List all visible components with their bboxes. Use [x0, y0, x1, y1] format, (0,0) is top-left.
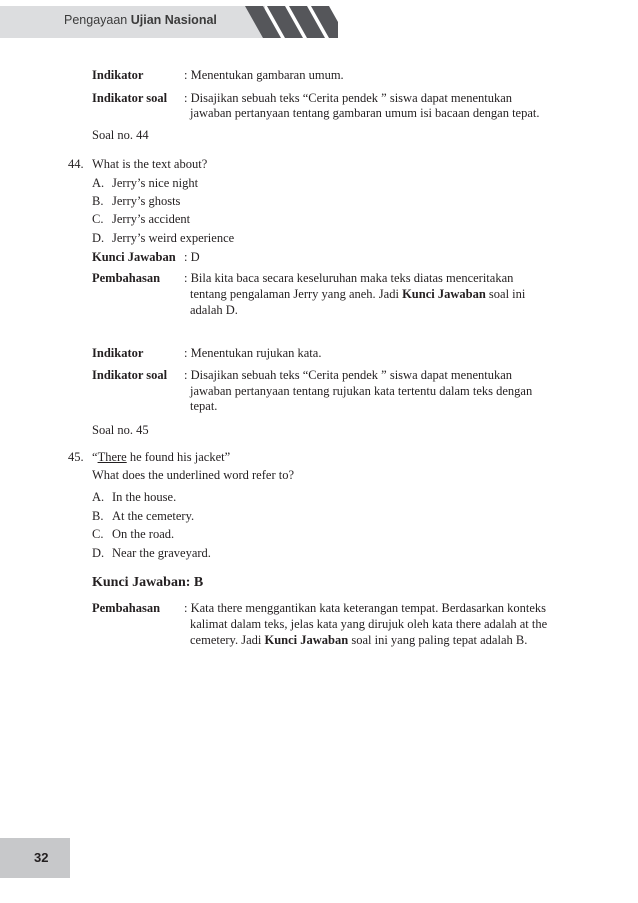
pembahasan-label-45: Pembahasan: [92, 601, 161, 615]
quote-open: “: [92, 450, 98, 464]
pembahasan-45-3-post: soal ini yang paling tepat adalah B.: [348, 633, 528, 647]
pembahasan-line-45-2: kalimat dalam teks, jelas kata yang dirujuk oleh kata there adalah at the: [190, 617, 548, 631]
pembahasan-44-2-post: soal ini: [485, 287, 526, 301]
question-text-45: What does the underlined word refer to?: [92, 468, 295, 482]
pembahasan-44-2-bold: Kunci Jawaban: [402, 287, 486, 301]
pembahasan-line-44-2: [190, 287, 525, 302]
question-number-44: 44.: [68, 157, 84, 171]
question-number-45: 45.: [68, 450, 84, 464]
option-text-45-c: On the road.: [112, 527, 175, 541]
indikator-soal-line-44-1: : Disajikan sebuah teks “Cerita pendek ” siswa dapat menentukan: [184, 91, 513, 105]
soal-number-44: Soal no. 44: [92, 128, 149, 142]
pembahasan-45-3-pre: cemetery. Jadi: [190, 633, 265, 647]
pembahasan-45-3-bold: Kunci Jawaban: [264, 633, 349, 647]
indikator-soal-line-45-1: : Disajikan sebuah teks “Cerita pendek ” siswa dapat menentukan: [184, 368, 513, 382]
pembahasan-line-45-3: [190, 633, 527, 648]
indikator-soal-line-44-2: jawaban pertanyaan tentang gambaran umum isi bacaan dengan tepat.: [190, 106, 540, 120]
option-letter-45-b: B.: [92, 509, 104, 523]
option-text-45-d: Near the graveyard.: [112, 546, 211, 560]
kunci-jawaban-45: Kunci Jawaban: B: [92, 575, 204, 590]
indikator-value-44: : Menentukan gambaran umum.: [184, 68, 344, 82]
underlined-word: There: [97, 450, 127, 464]
option-letter-44-a: A.: [92, 176, 105, 190]
page-number: 32: [34, 850, 49, 865]
option-text-44-a: Jerry’s nice night: [112, 176, 199, 190]
option-letter-45-a: A.: [92, 490, 105, 504]
indikator-label-45: Indikator: [92, 346, 144, 360]
header-stripes-decoration: [243, 6, 338, 38]
option-letter-45-d: D.: [92, 546, 105, 560]
kunci-value-44: : D: [184, 250, 200, 264]
soal-number-45: Soal no. 45: [92, 423, 149, 437]
pembahasan-44-2-pre: tentang pengalaman Jerry yang aneh. Jadi: [190, 287, 403, 301]
indikator-soal-line-45-3: tepat.: [190, 399, 218, 413]
header-prefix: Pengayaan: [64, 13, 128, 27]
pembahasan-line-44-1: : Bila kita baca secara keseluruhan maka teks diatas menceritakan: [184, 271, 514, 285]
pembahasan-line-44-3: adalah D.: [190, 303, 238, 317]
header-title: [64, 13, 217, 27]
question-quote-45: [92, 450, 230, 465]
indikator-soal-label-44: Indikator soal: [92, 91, 168, 105]
kunci-label-44: Kunci Jawaban: [92, 250, 176, 264]
indikator-value-45: : Menentukan rujukan kata.: [184, 346, 322, 360]
option-letter-45-c: C.: [92, 527, 104, 541]
question-text-44: What is the text about?: [92, 157, 208, 171]
option-letter-44-c: C.: [92, 212, 104, 226]
option-text-45-b: At the cemetery.: [112, 509, 195, 523]
indikator-soal-label-45: Indikator soal: [92, 368, 168, 382]
option-text-45-a: In the house.: [112, 490, 177, 504]
option-text-44-b: Jerry’s ghosts: [112, 194, 181, 208]
option-letter-44-d: D.: [92, 231, 105, 245]
option-letter-44-b: B.: [92, 194, 104, 208]
indikator-soal-line-45-2: jawaban pertanyaan tentang rujukan kata tertentu dalam teks dengan: [190, 384, 533, 398]
quote-rest: he found his jacket”: [126, 450, 231, 464]
pembahasan-label-44: Pembahasan: [92, 271, 161, 285]
option-text-44-c: Jerry’s accident: [112, 212, 191, 226]
header-title-bold: Ujian Nasional: [130, 13, 217, 27]
indikator-label-44: Indikator: [92, 68, 144, 82]
pembahasan-line-45-1: : Kata there menggantikan kata keterangan tempat. Berdasarkan konteks: [184, 601, 547, 615]
option-text-44-d: Jerry’s weird experience: [112, 231, 235, 245]
